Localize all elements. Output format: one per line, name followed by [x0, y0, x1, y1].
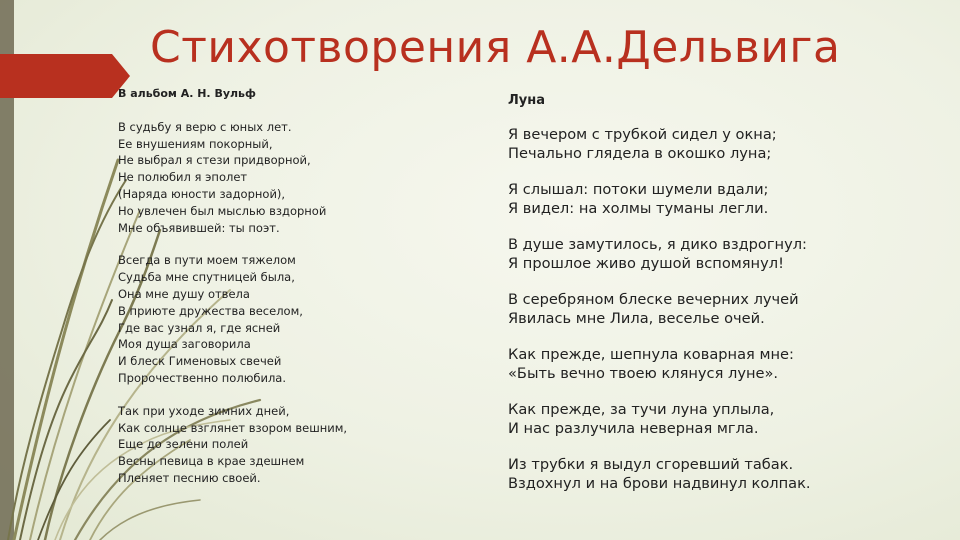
right-poem-stanza — [508, 180, 811, 218]
poem-line: Явилась мне Лила, веселье очей. — [508, 310, 765, 327]
poem-line: Ее внушениям покорный, — [118, 136, 273, 151]
poem-line: Весны певица в крае здешнем — [118, 454, 305, 469]
poem-line: Моя душа заговорила — [118, 337, 251, 352]
poem-line: Но увлечен был мыслью вздорной — [118, 203, 327, 218]
poem-line: Из трубки я выдул сгоревший табак. — [508, 456, 794, 473]
poem-line: Я видел: на холмы туманы легли. — [508, 200, 769, 217]
poem-line: «Быть вечно твоею клянуся луне». — [508, 365, 779, 382]
poem-line: Как прежде, за тучи луна уплыла, — [508, 401, 775, 418]
slide-title: Стихотворения А.А.Дельвига — [150, 22, 841, 73]
poem-line: Я слышал: потоки шумели вдали; — [508, 181, 769, 198]
poem-line: (Наряда юности задорной), — [118, 186, 286, 201]
poem-line: Я вечером с трубкой сидел у окна; — [508, 126, 777, 143]
poem-line: В душе замутилось, я дико вздрогнул: — [508, 236, 807, 253]
left-poem — [118, 86, 347, 503]
poem-line: Не полюбил я эполет — [118, 170, 248, 185]
poem-line: И блеск Гименовых свечей — [118, 354, 282, 369]
poem-line: И нас разлучила неверная мгла. — [508, 420, 759, 437]
poem-line: Как солнце взглянет взором вешним, — [118, 420, 348, 435]
poem-line: Не выбрал я стези придворной, — [118, 153, 311, 168]
poem-line: Печально глядела в окошко луна; — [508, 145, 772, 162]
poem-line: Где вас узнал я, где ясней — [118, 320, 281, 335]
right-poem-stanza — [508, 290, 811, 328]
left-poem-heading: В альбом А. Н. Вульф — [118, 87, 256, 100]
poem-line: Я прошлое живо душой вспомянул! — [508, 255, 784, 272]
poem-line: Пленяет песнию своей. — [118, 470, 261, 485]
poem-line: Еще до зелени полей — [118, 437, 249, 452]
poem-line: Она мне душу отвела — [118, 286, 250, 301]
poem-line: В судьбу я верю с юных лет. — [118, 119, 292, 134]
poem-line: Вздохнул и на брови надвинул колпак. — [508, 475, 811, 492]
right-poem — [508, 91, 811, 510]
right-poem-stanza — [508, 235, 811, 273]
right-poem-stanza — [508, 455, 811, 493]
right-poem-heading: Луна — [508, 93, 546, 108]
right-poem-stanza — [508, 345, 811, 383]
title-accent-arrow — [0, 54, 130, 98]
poem-line: Мне объявившей: ты поэт. — [118, 220, 280, 235]
poem-line: Как прежде, шепнула коварная мне: — [508, 346, 794, 363]
poem-line: Пророчественно полюбила. — [118, 370, 286, 385]
left-poem-stanza — [118, 119, 347, 237]
poem-line: В серебряном блеске вечерних лучей — [508, 291, 799, 308]
left-poem-stanza — [118, 252, 347, 386]
poem-line: Судьба мне спутницей была, — [118, 270, 295, 285]
poem-line: Так при уходе зимних дней, — [118, 403, 290, 418]
poem-line: В приюте дружества веселом, — [118, 303, 303, 318]
poem-line: Всегда в пути моем тяжелом — [118, 253, 296, 268]
right-poem-stanza — [508, 400, 811, 438]
right-poem-stanza — [508, 125, 811, 163]
left-poem-stanza — [118, 403, 347, 487]
